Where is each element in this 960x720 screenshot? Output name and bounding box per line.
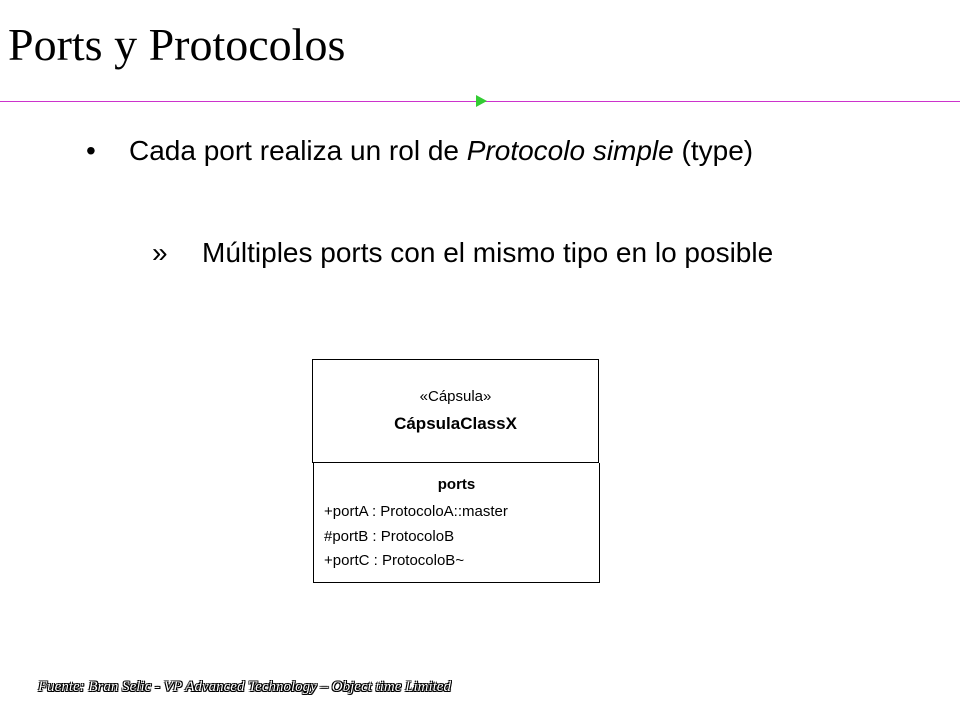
sub-bullet-text: Múltiples ports con el mismo tipo en lo posible: [202, 237, 774, 268]
sub-bullet-item-1: [152, 232, 872, 273]
capsule-stereotype: «Cápsula»: [419, 388, 492, 405]
bullet-text-part: (type): [673, 135, 754, 166]
capsule-header: [312, 359, 599, 463]
port-entry: +portA : ProtocoloA::master: [324, 503, 508, 520]
bullet-mark: •: [86, 135, 96, 166]
port-entry: #portB : ProtocoloB: [324, 528, 455, 545]
port-entry: +portC : ProtocoloB~: [324, 552, 465, 569]
capsule-name: CápsulaClassX: [394, 414, 517, 433]
ports-title: ports: [437, 476, 476, 493]
capsule-ports-compartment: [313, 463, 600, 583]
play-arrow-icon: [476, 95, 487, 107]
slide-title: Ports y Protocolos: [8, 19, 346, 70]
bullet-text-part: Cada port realiza un rol de: [129, 135, 467, 166]
sub-bullet-mark: »: [152, 237, 168, 268]
bullet-item-1: [86, 130, 876, 171]
bullet-text-italic: Protocolo simple: [466, 135, 674, 166]
source-footer: Fuente: Bran Selic - VP Advanced Technology – Object time Limited: [38, 679, 451, 695]
bullet-text: [129, 130, 876, 171]
